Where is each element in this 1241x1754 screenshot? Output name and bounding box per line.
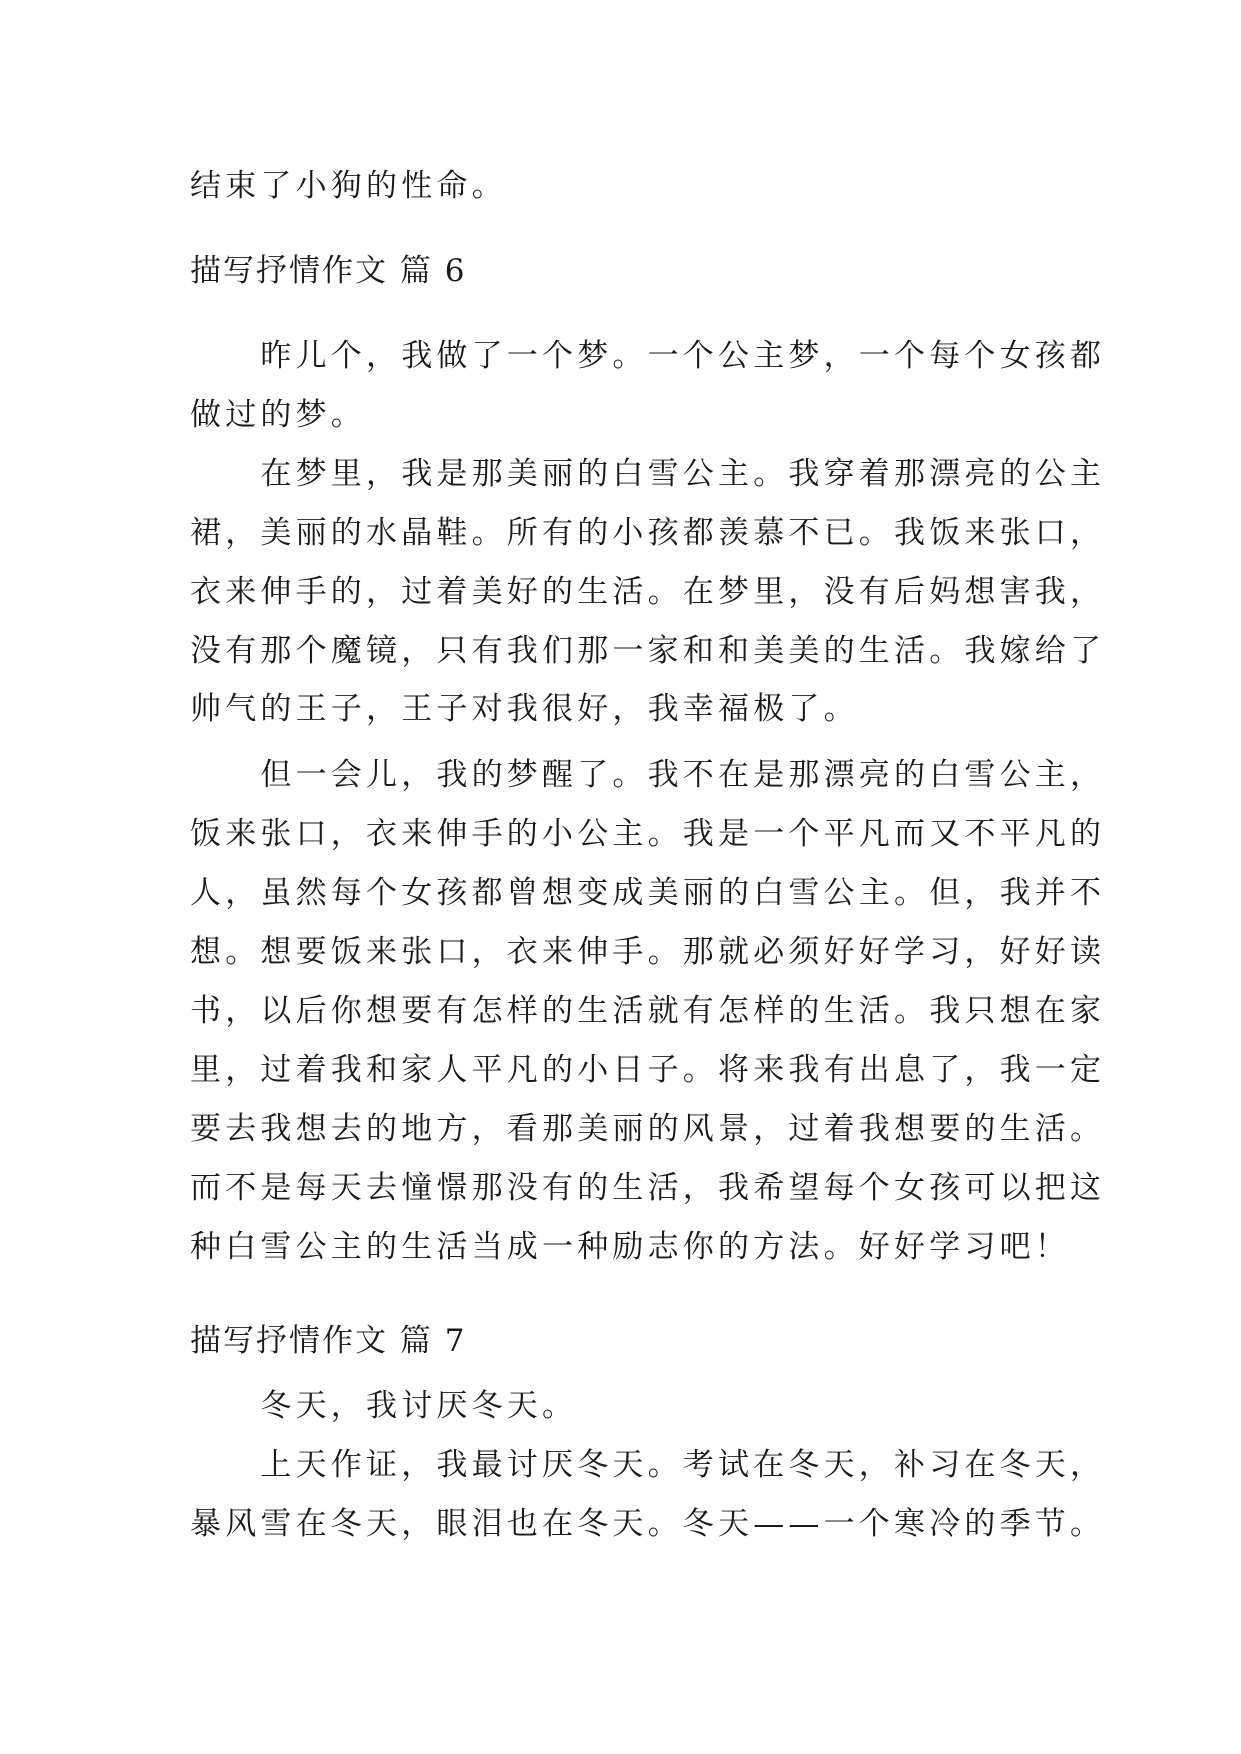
text-line: 而不是每天去憧憬那没有的生活，我希望每个女孩可以把这 <box>190 1170 1106 1206</box>
section-heading-6: 描写抒情作文 篇 6 <box>190 253 467 289</box>
text-line: 暴风雪在冬天，眼泪也在冬天。冬天——一个寒冷的季节。 <box>190 1506 1106 1542</box>
text-line: 做过的梦。 <box>190 397 366 433</box>
text-line: 书，以后你想要有怎样的生活就有怎样的生活。我只想在家 <box>190 993 1106 1029</box>
text-line: 昨儿个，我做了一个梦。一个公主梦，一个每个女孩都 <box>190 338 1106 374</box>
text-line: 没有那个魔镜，只有我们那一家和和美美的生活。我嫁给了 <box>190 633 1106 669</box>
text-line: 帅气的王子，王子对我很好，我幸福极了。 <box>190 691 859 727</box>
section-heading-7: 描写抒情作文 篇 7 <box>190 1323 467 1359</box>
text-line: 但一会儿，我的梦醒了。我不在是那漂亮的白雪公主， <box>190 757 1106 793</box>
text-line: 饭来张口，衣来伸手的小公主。我是一个平凡而又不平凡的 <box>190 816 1106 852</box>
text-line: 结束了小狗的性命。 <box>190 168 507 204</box>
text-line: 衣来伸手的，过着美好的生活。在梦里，没有后妈想害我， <box>190 574 1106 610</box>
text-line: 在梦里，我是那美丽的白雪公主。我穿着那漂亮的公主 <box>190 456 1106 492</box>
text-line: 种白雪公主的生活当成一种励志你的方法。好好学习吧！ <box>190 1229 1070 1265</box>
text-line: 要去我想去的地方，看那美丽的风景，过着我想要的生活。 <box>190 1111 1106 1147</box>
text-line: 裙，美丽的水晶鞋。所有的小孩都羡慕不已。我饭来张口， <box>190 515 1106 551</box>
text-line: 冬天，我讨厌冬天。 <box>190 1388 578 1424</box>
text-line: 人，虽然每个女孩都曾想变成美丽的白雪公主。但，我并不 <box>190 875 1106 911</box>
text-line: 里，过着我和家人平凡的小日子。将来我有出息了，我一定 <box>190 1052 1106 1088</box>
text-line: 想。想要饭来张口，衣来伸手。那就必须好好学习，好好读 <box>190 934 1106 970</box>
text-line: 上天作证，我最讨厌冬天。考试在冬天，补习在冬天， <box>190 1447 1106 1483</box>
